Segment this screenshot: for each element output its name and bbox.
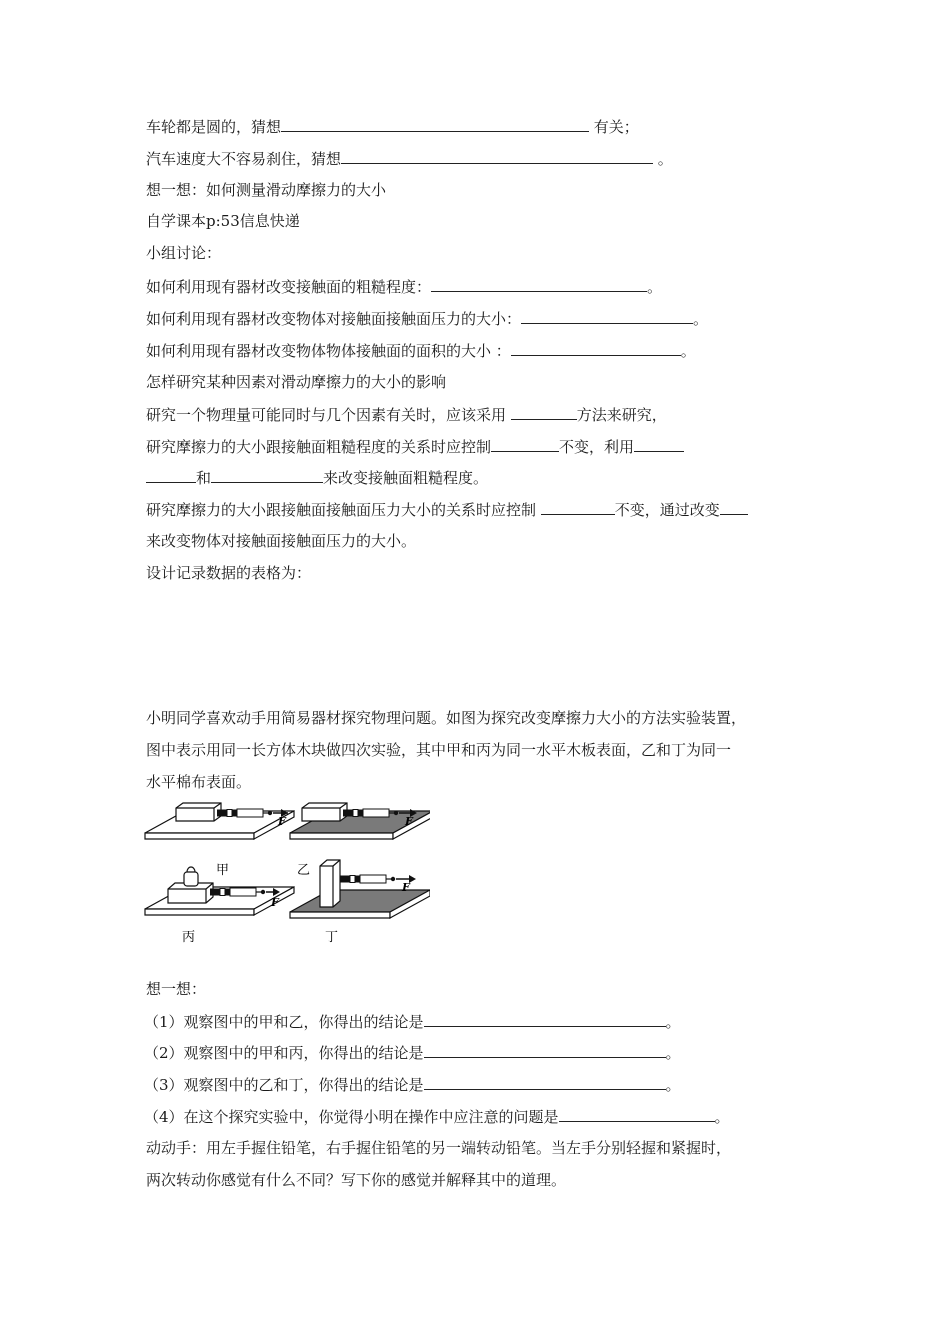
label-bing: 丙 <box>182 930 196 945</box>
hands-on-line-1: 动动手：用左手握住铅笔，右手握住铅笔的另一端转动铅笔。当左手分别轻握和紧握时， <box>146 1139 732 1157</box>
pressure-control-line: 研究摩擦力的大小跟接触面接触面压力大小的关系时应控制 不变，通过改变 <box>146 499 748 520</box>
spring-scale-ding <box>340 875 395 883</box>
intro-line-2: 图中表示用同一长方体木块做四次实验，其中甲和丙为同一水平木板表面，乙和丁为同一 <box>146 741 732 759</box>
pressure-control-line-2: 来改变物体对接触面接触面压力的大小。 <box>146 532 417 550</box>
table-design-prompt: 设计记录数据的表格为： <box>146 564 312 582</box>
how-to-study-heading: 怎样研究某种因素对滑动摩擦力的大小的影响 <box>146 373 447 391</box>
intro-line-3: 水平棉布表面。 <box>146 773 252 791</box>
speed-guess-line: 汽车速度大不容易刹住，猜想 。 <box>146 150 673 168</box>
answer-blank-4[interactable] <box>559 1106 715 1122</box>
question-3: （3）观察图中的乙和丁，你得出的结论是 。 <box>144 1076 681 1094</box>
hands-on-line-2: 两次转动你感觉有什么不同？写下你的感觉并解释其中的道理。 <box>146 1171 567 1189</box>
force-label-bing: F <box>271 896 279 909</box>
area-blank[interactable] <box>511 340 681 356</box>
roughness-tool-blank-1[interactable] <box>634 436 684 452</box>
question-2: （2）观察图中的甲和丙，你得出的结论是 。 <box>144 1044 681 1062</box>
question-4: （4）在这个探究实验中，你觉得小明在操作中应注意的问题是 。 <box>144 1108 730 1126</box>
roughness-blank[interactable] <box>431 276 647 292</box>
force-label-jia: F <box>278 815 286 828</box>
pressure-blank[interactable] <box>521 308 693 324</box>
intro-line-1: 小明同学喜欢动手用简易器材探究物理问题。如图为探究改变摩擦力大小的方法实验装置， <box>146 709 747 727</box>
answer-blank-2[interactable] <box>424 1042 666 1058</box>
roughness-control-line-2: 和 来改变接触面粗糙程度。 <box>146 467 488 488</box>
roughness-control-line: 研究摩擦力的大小跟接触面粗糙程度的关系时应控制 不变，利用 <box>146 436 684 457</box>
roughness-control-blank[interactable] <box>491 436 559 452</box>
selfstudy-line: 自学课本p:53信息快递 <box>146 212 300 230</box>
roughness-tool-blank-3[interactable] <box>211 467 323 483</box>
setup-yi <box>290 803 430 839</box>
setup-ding <box>290 860 430 918</box>
answer-blank-3[interactable] <box>424 1074 666 1090</box>
think-heading-2: 想一想： <box>146 980 207 998</box>
speed-guess-blank[interactable] <box>341 148 653 164</box>
roughness-question: 如何利用现有器材改变接触面的粗糙程度： 。 <box>146 278 663 296</box>
force-label-yi: F <box>405 815 413 828</box>
pressure-question: 如何利用现有器材改变物体对接触面接触面压力的大小： 。 <box>146 310 709 328</box>
roughness-tool-blank-2[interactable] <box>146 467 196 483</box>
setup-jia <box>145 803 294 839</box>
block-ding <box>320 860 340 907</box>
method-blank[interactable] <box>511 404 577 420</box>
label-jia: 甲 <box>216 863 230 878</box>
force-label-ding: F <box>402 881 410 894</box>
think-heading: 想一想：如何测量滑动摩擦力的大小 <box>146 181 387 199</box>
wheel-guess-blank[interactable] <box>281 116 589 132</box>
wheel-guess-line: 车轮都是圆的，猜想 有关； <box>146 118 639 136</box>
question-1: （1）观察图中的甲和乙，你得出的结论是 。 <box>144 1013 681 1031</box>
friction-experiment-figure <box>140 800 430 950</box>
group-discussion-heading: 小组讨论： <box>146 244 222 262</box>
answer-blank-1[interactable] <box>424 1011 666 1027</box>
label-ding: 丁 <box>325 930 339 945</box>
label-yi: 乙 <box>297 863 311 878</box>
pressure-control-blank[interactable] <box>541 499 615 515</box>
method-line: 研究一个物理量可能同时与几个因素有关时，应该采用 方法来研究， <box>146 406 667 424</box>
area-question: 如何利用现有器材改变物体物体接触面的面积的大小 ： 。 <box>146 342 696 360</box>
pressure-change-blank[interactable] <box>720 499 748 515</box>
weight-bing <box>184 867 198 886</box>
